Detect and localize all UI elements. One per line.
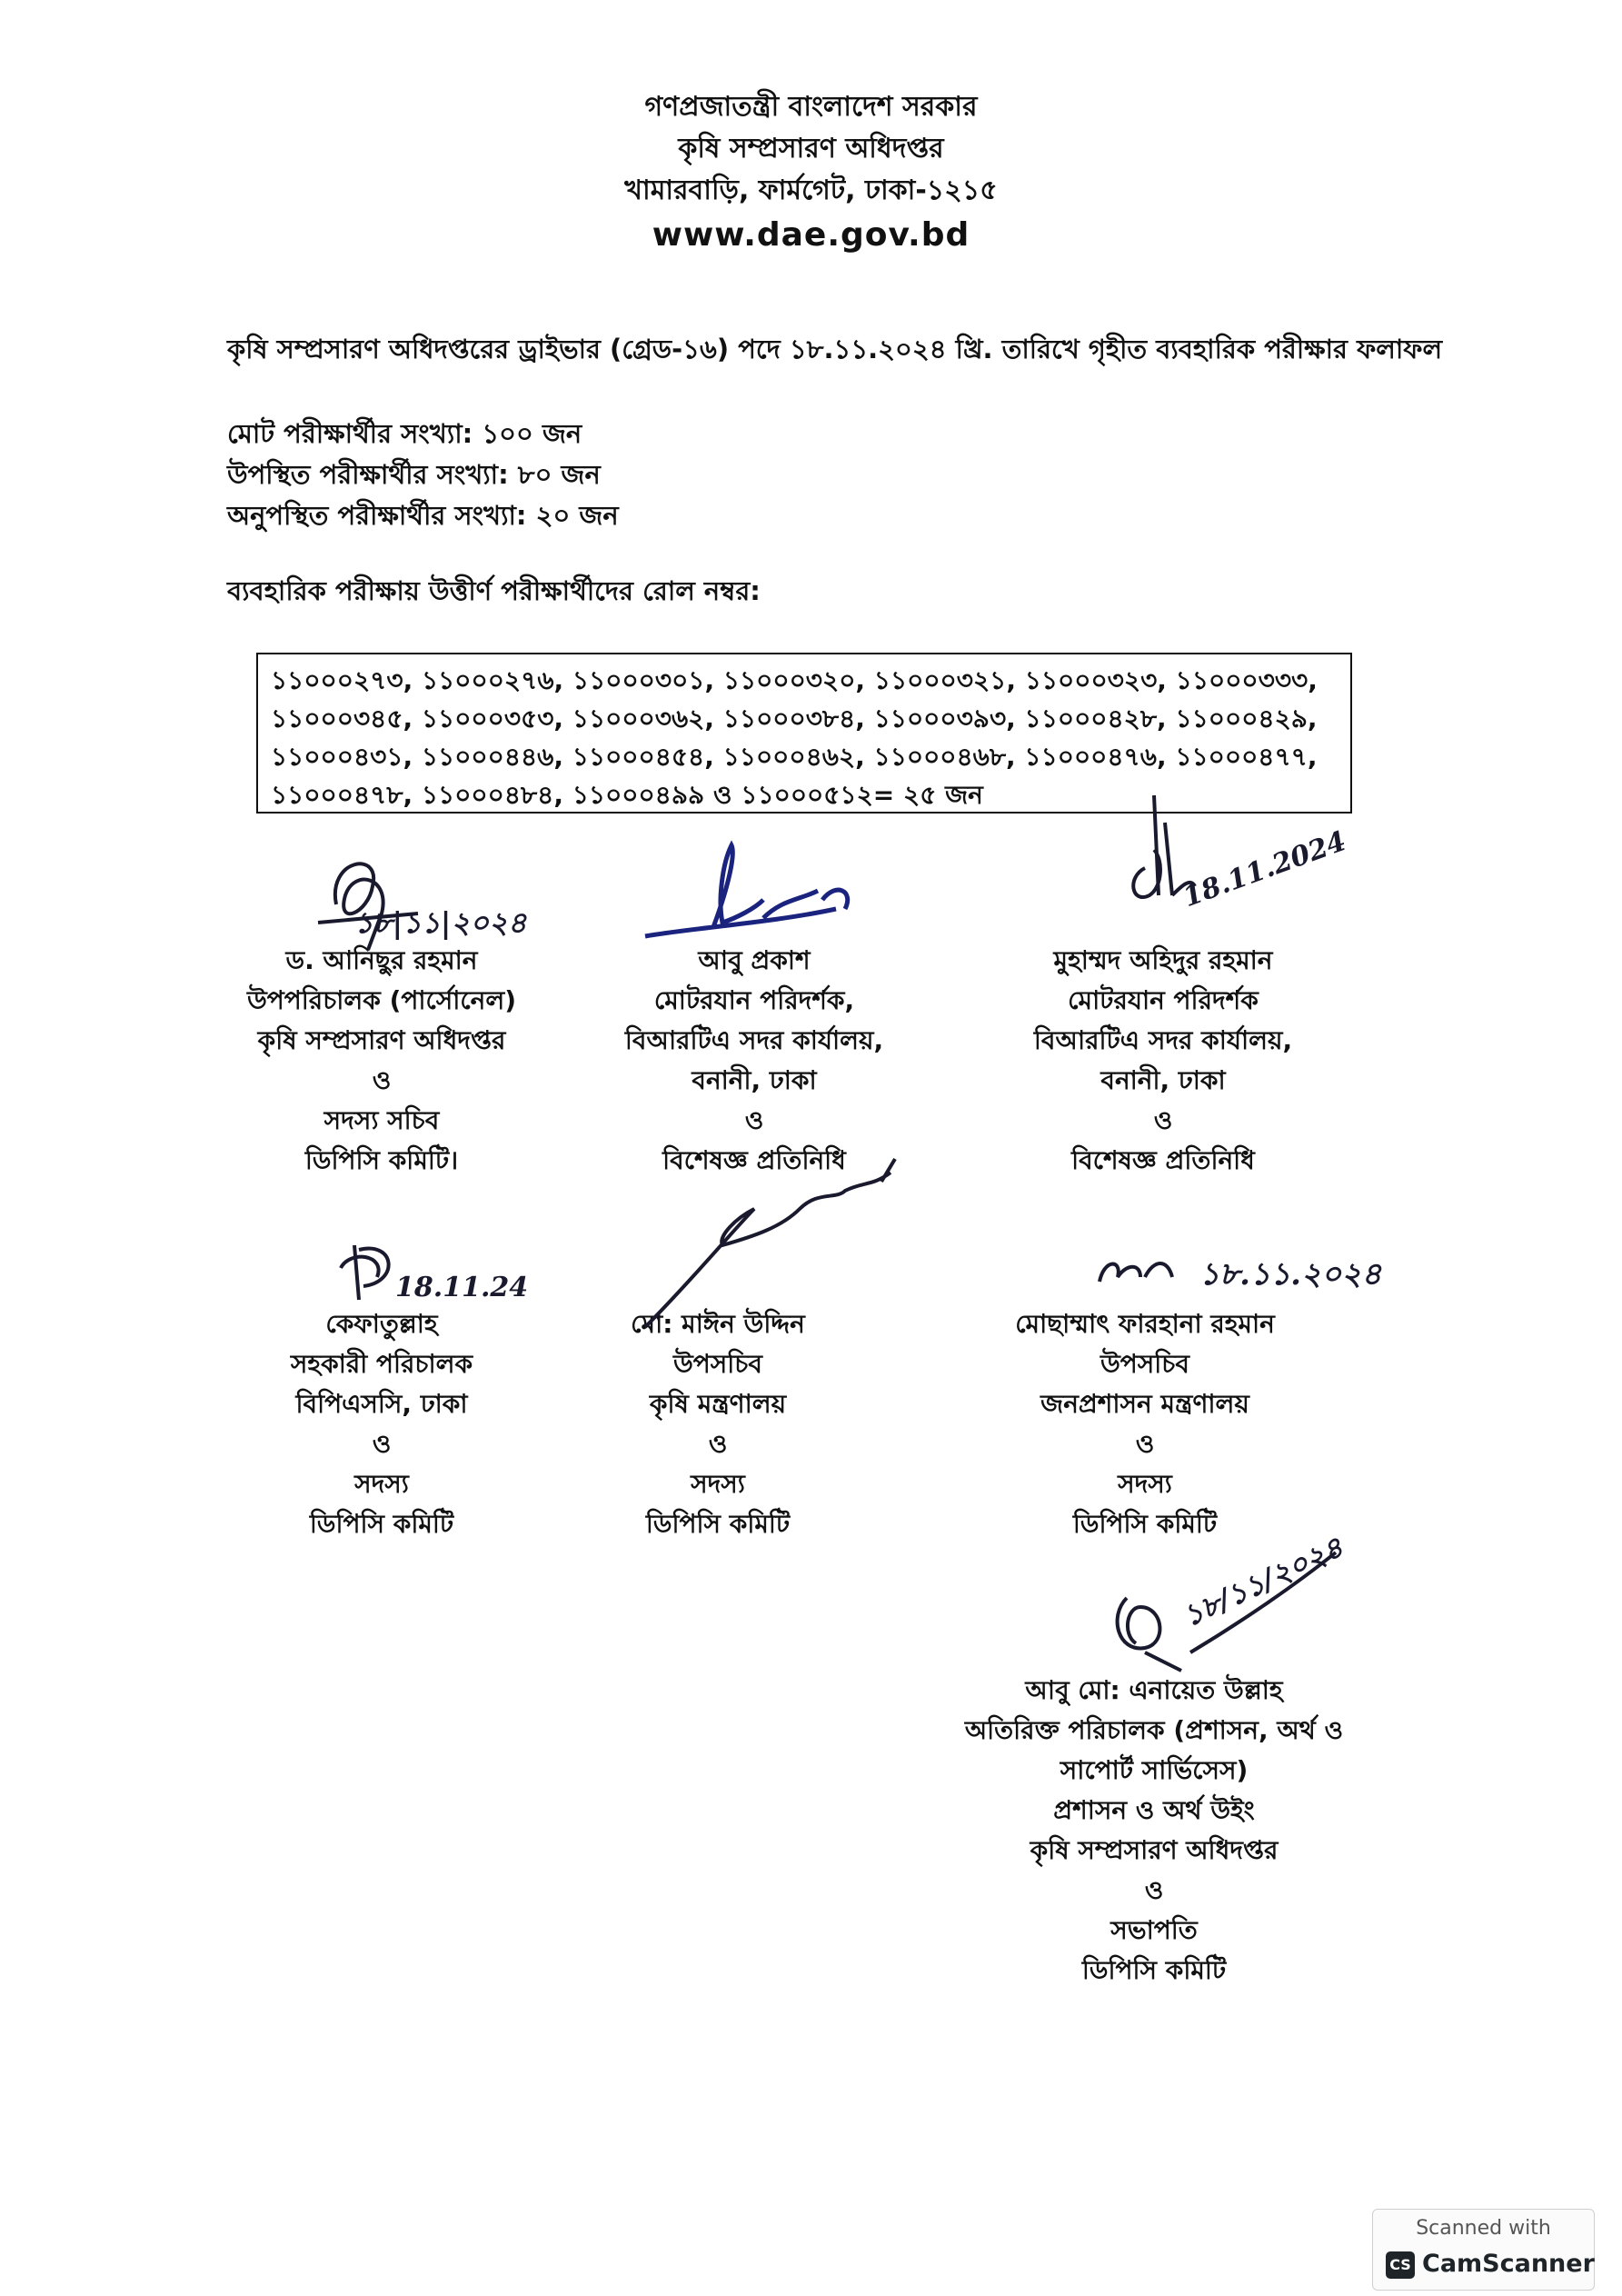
signatory-conjunction: ও [708,1429,728,1459]
roll-number-box [256,653,1352,814]
signatory-conjunction: ও [372,1065,392,1095]
camscanner-brand: CamScanner [1422,2250,1595,2278]
department-name: কৃষি সম্প্রসারণ অধিদপ্তর [678,133,944,165]
signatory-role: সদস্য [1118,1469,1172,1499]
signatory-role: সভাপতি [1110,1915,1198,1945]
signature-date: ১৮.১১.২০২৪ [1199,1256,1382,1293]
signatory-block [909,1256,1382,1544]
signatory-role: সদস্য [691,1469,745,1499]
signatory-designation-cont: সাপোর্ট সার্ভিসেস) [1060,1755,1249,1785]
department-address: খামারবাড়ি, ফার্মগেট, ঢাকা-১২১৫ [624,175,998,206]
website-link[interactable]: www.dae.gov.bd [652,216,970,254]
signatory-designation: উপসচিব [672,1349,763,1379]
signatory-block [482,1304,954,1544]
roll-list-title: ব্যবহারিক পরীক্ষায় উত্তীর্ণ পরীক্ষার্থীদের রোল নম্বর: [227,575,761,606]
chairperson-signatory-block [900,1529,1408,1991]
result-subject: কৃষি সম্প্রসারণ অধিদপ্তরের ড্রাইভার (গ্রেড-১৬) পদে ১৮.১১.২০২৪ খ্রি. তারিখে গৃহীত ব্যবহারিক পরীক্ষার ফলাফল [227,334,1443,364]
signatory-office: কৃষি সম্প্রসারণ অধিদপ্তর [257,1025,506,1055]
signatory-designation: অতিরিক্ত পরিচালক (প্রশাসন, অর্থ ও [964,1715,1344,1745]
camscanner-watermark [1372,2209,1595,2291]
signatory-committee: ডিপিসি কমিটি [1072,1509,1218,1539]
signatory-role: সদস্য [354,1469,409,1499]
signature-mark [1081,1543,1354,1680]
roll-line: ১১০০০৪৭৮, ১১০০০৪৮৪, ১১০০০৪৯৯ ও ১১০০০৫১২= ২৫ জন [271,780,983,810]
candidate-statistics [227,414,619,536]
letterhead [0,86,1622,259]
signatory-block [927,824,1399,1181]
signature-date: ১৮/১১/২০২৪ [1177,1529,1348,1634]
signatory-name: ড. আনিছুর রহমান [285,945,478,975]
signatory-office: বিআরটিএ সদর কার্যালয়, [624,1025,884,1055]
scanned-with-label: Scanned with [1416,2217,1551,2240]
signatory-location: বনানী, ঢাকা [1100,1065,1226,1095]
signatory-block [518,941,990,1181]
signatory-committee: ডিপিসি কমিটি [1081,1955,1227,1985]
signature-mark [1090,1250,1190,1295]
signatory-office: কৃষি সম্প্রসারণ অধিদপ্তর [1030,1835,1279,1865]
signatory-office: বিপিএসসি, ঢাকা [295,1389,468,1419]
roll-line: ১১০০০৩৪৫, ১১০০০৩৫৩, ১১০০০৩৬২, ১১০০০৩৮৪, ১১০০০৩৯৩, ১১০০০৪২৮, ১১০০০৪২৯, [271,704,1318,734]
absent-candidates: অনুপস্থিত পরীক্ষার্থীর সংখ্যা: ২০ জন [227,500,619,531]
signature-date: 18.11.24 [395,1272,529,1303]
signatory-conjunction: ও [1135,1429,1155,1459]
signatory-office: কৃষি মন্ত্রণালয় [649,1389,787,1419]
total-candidates: মোট পরীক্ষার্থীর সংখ্যা: ১০০ জন [227,418,582,449]
signatory-name: কেফাতুল্লাহ [325,1309,438,1339]
signatory-role: সদস্য সচিব [323,1105,440,1135]
signature-date: 18.11.2024 [1179,824,1351,914]
camscanner-logo-icon: CS [1386,2251,1415,2279]
signatory-designation: মোটরযান পরিদর্শক [1068,985,1259,1015]
signatory-committee: ডিপিসি কমিটি [645,1509,791,1539]
signatory-name: আবু প্রকাশ [698,945,811,975]
roll-line: ১১০০০২৭৩, ১১০০০২৭৬, ১১০০০৩০১, ১১০০০৩২০, ১১০০০৩২১, ১১০০০৩২৩, ১১০০০৩৩৩, [271,665,1318,695]
signatory-wing: প্রশাসন ও অর্থ উইং [1053,1795,1255,1825]
signatory-conjunction: ও [372,1429,392,1459]
signatory-designation: সহকারী পরিচালক [290,1349,473,1379]
signatory-name: মুহাম্মদ অহিদুর রহমান [1053,945,1273,975]
signatory-designation: উপসচিব [1100,1349,1190,1379]
roll-line: ১১০০০৪৩১, ১১০০০৪৪৬, ১১০০০৪৫৪, ১১০০০৪৬২, ১১০০০৪৬৮, ১১০০০৪৭৬, ১১০০০৪৭৭, [271,742,1318,772]
signatory-office: বিআরটিএ সদর কার্যালয়, [1033,1025,1293,1055]
signatory-committee: ডিপিসি কমিটি [309,1509,454,1539]
signature-date: ১৮|১১|২০২৪ [354,905,527,940]
signatory-role: বিশেষজ্ঞ প্রতিনিধি [1071,1145,1255,1175]
signatory-name: আবু মো: এনায়েত উল্লাহ [1025,1675,1283,1705]
signatory-location: বনানী, ঢাকা [692,1065,817,1095]
signatory-designation: উপপরিচালক (পার্সোনেল) [246,985,517,1015]
signatory-name: মো: মাঈন উদ্দিন [631,1309,805,1339]
present-candidates: উপস্থিত পরীক্ষার্থীর সংখ্যা: ৮০ জন [227,459,601,490]
signatory-office: জনপ্রশাসন মন্ত্রণালয় [1040,1389,1249,1419]
signatory-conjunction: ও [1144,1875,1164,1905]
signatory-conjunction: ও [1153,1105,1173,1135]
signatory-designation: মোটরযান পরিদর্শক, [653,985,855,1015]
government-name: গণপ্রজাতন্ত্রী বাংলাদেশ সরকার [644,91,978,123]
signatory-role: বিশেষজ্ঞ প্রতিনিধি [662,1145,846,1175]
signatory-conjunction: ও [744,1105,764,1135]
signature-mark [323,1232,413,1313]
signatory-name: মোছাম্মাৎ ফারহানা রহমান [1015,1309,1275,1339]
signatory-committee: ডিপিসি কমিটি। [304,1145,459,1175]
